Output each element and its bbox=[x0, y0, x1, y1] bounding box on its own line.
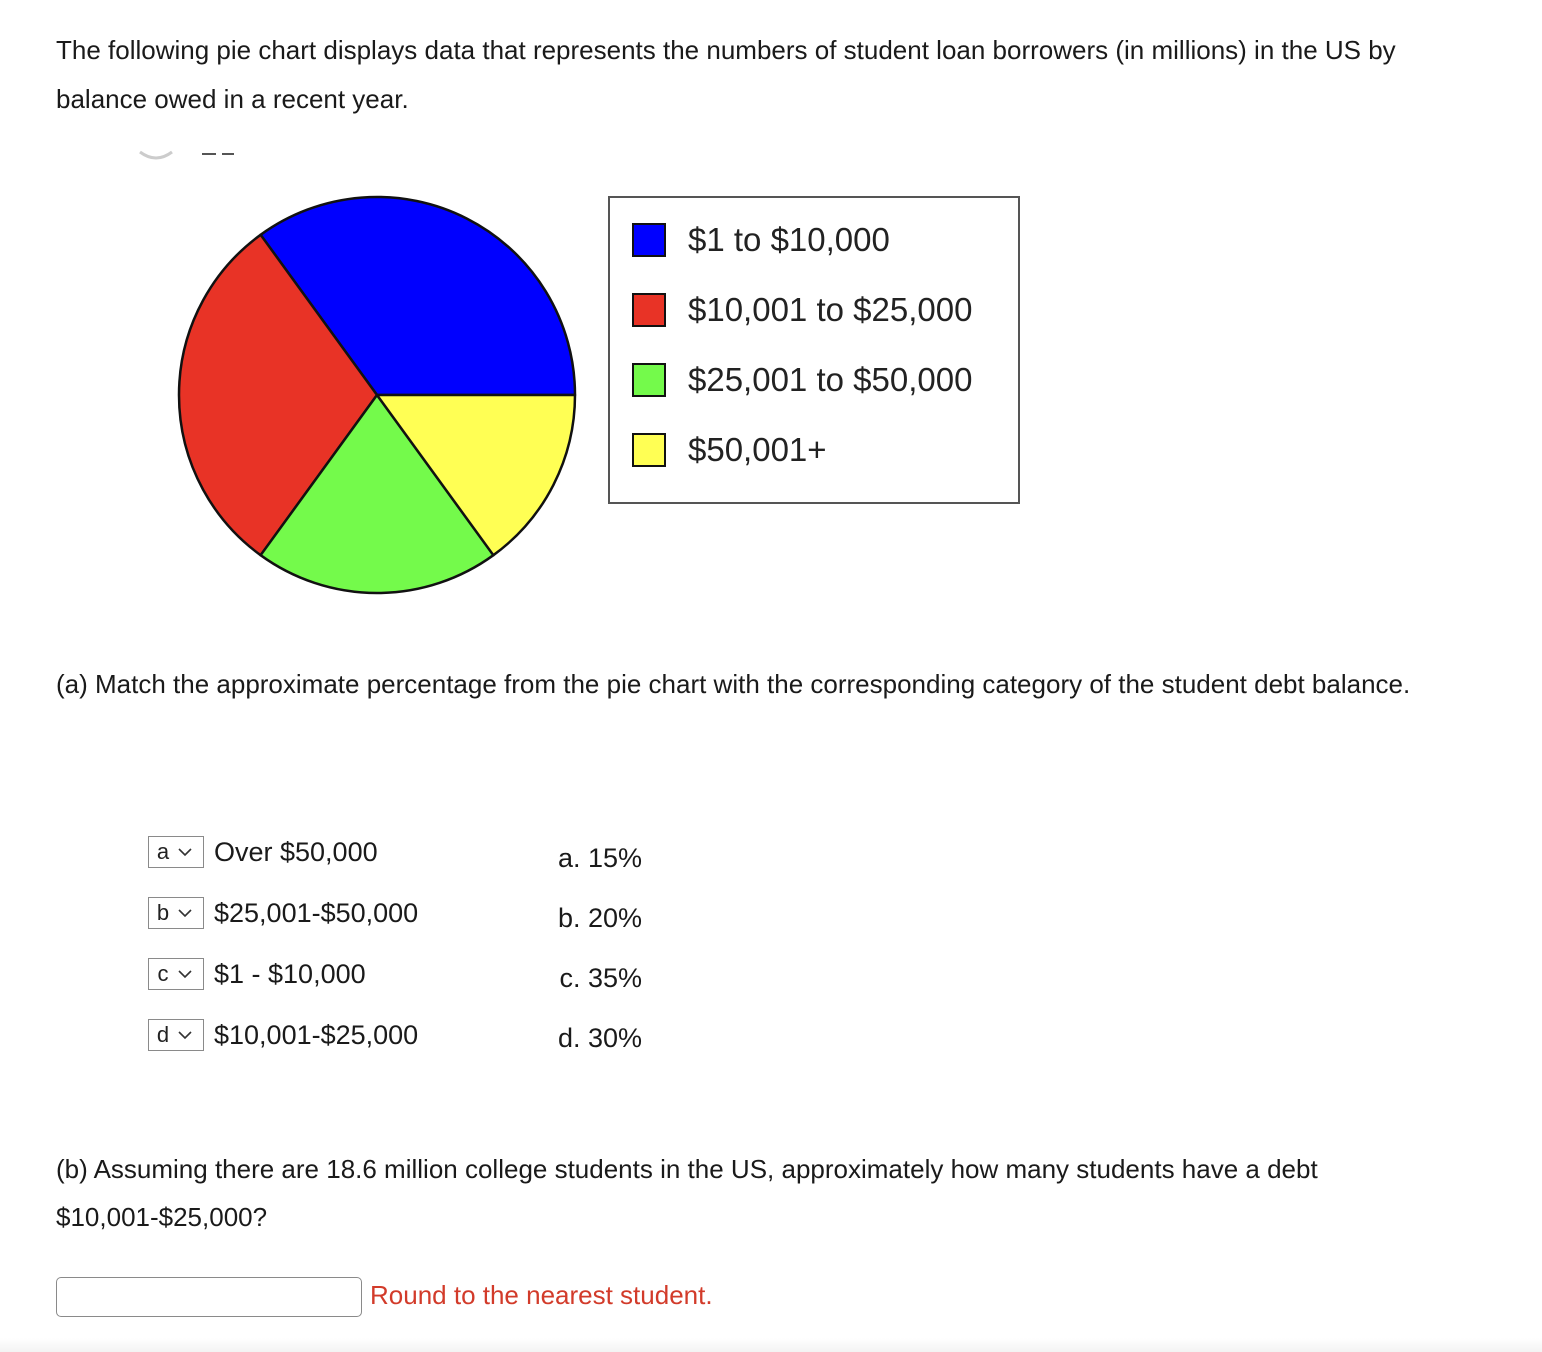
select-value: d bbox=[156, 1022, 170, 1047]
legend-label: $25,001 to $50,000 bbox=[688, 361, 973, 398]
option-d: d. 30% bbox=[557, 1023, 642, 1053]
part-a-prompt: (a) Match the approximate percentage from the pie chart with the corresponding category of the student debt balance. bbox=[56, 669, 1411, 699]
legend-swatch-red bbox=[632, 293, 666, 327]
legend-item bbox=[632, 290, 972, 330]
legend-label: $50,001+ bbox=[688, 431, 827, 468]
chevron-down-icon bbox=[177, 905, 193, 921]
match-select[interactable] bbox=[148, 958, 204, 990]
match-label: $10,001-$25,000 bbox=[214, 1019, 419, 1050]
legend-label: $1 to $10,000 bbox=[688, 221, 890, 258]
option-c: c. 35% bbox=[559, 963, 642, 993]
legend-item bbox=[632, 360, 972, 400]
chart-legend bbox=[608, 196, 1020, 504]
match-row bbox=[148, 957, 366, 991]
pie-chart bbox=[170, 188, 584, 602]
legend-swatch-green bbox=[632, 363, 666, 397]
chevron-down-icon bbox=[177, 1027, 193, 1043]
legend-swatch-blue bbox=[632, 223, 666, 257]
match-label: $25,001-$50,000 bbox=[214, 897, 419, 928]
select-value: a bbox=[156, 839, 170, 864]
legend-item bbox=[632, 220, 890, 260]
legend-swatch-yellow bbox=[632, 433, 666, 467]
legend-item bbox=[632, 430, 827, 470]
select-value: b bbox=[156, 900, 170, 925]
select-value: c bbox=[157, 961, 169, 986]
cropped-graphic-fragment bbox=[136, 140, 246, 164]
legend-label: $10,001 to $25,000 bbox=[688, 291, 973, 328]
chevron-down-icon bbox=[177, 844, 193, 860]
option-b: b. 20% bbox=[557, 903, 642, 933]
match-select[interactable] bbox=[148, 1019, 204, 1051]
match-row bbox=[148, 896, 418, 930]
match-select[interactable] bbox=[148, 897, 204, 929]
rounding-hint: Round to the nearest student. bbox=[370, 1280, 713, 1310]
question-intro: The following pie chart displays data that represents the numbers of student loan borrowers (in millions) in the US by balance owed in a recent year. bbox=[56, 35, 1396, 114]
answer-input[interactable] bbox=[56, 1277, 362, 1317]
page-bottom-edge bbox=[0, 1338, 1542, 1352]
option-a: a. 15% bbox=[557, 843, 642, 873]
match-label: Over $50,000 bbox=[214, 836, 378, 867]
match-row bbox=[148, 1018, 418, 1052]
match-select[interactable] bbox=[148, 836, 204, 868]
part-b-prompt: (b) Assuming there are 18.6 million college students in the US, approximately how many students have a debt $10,001-$25,000? bbox=[56, 1154, 1318, 1232]
match-row bbox=[148, 835, 378, 869]
chevron-down-icon bbox=[177, 966, 193, 982]
match-label: $1 - $10,000 bbox=[214, 958, 366, 989]
